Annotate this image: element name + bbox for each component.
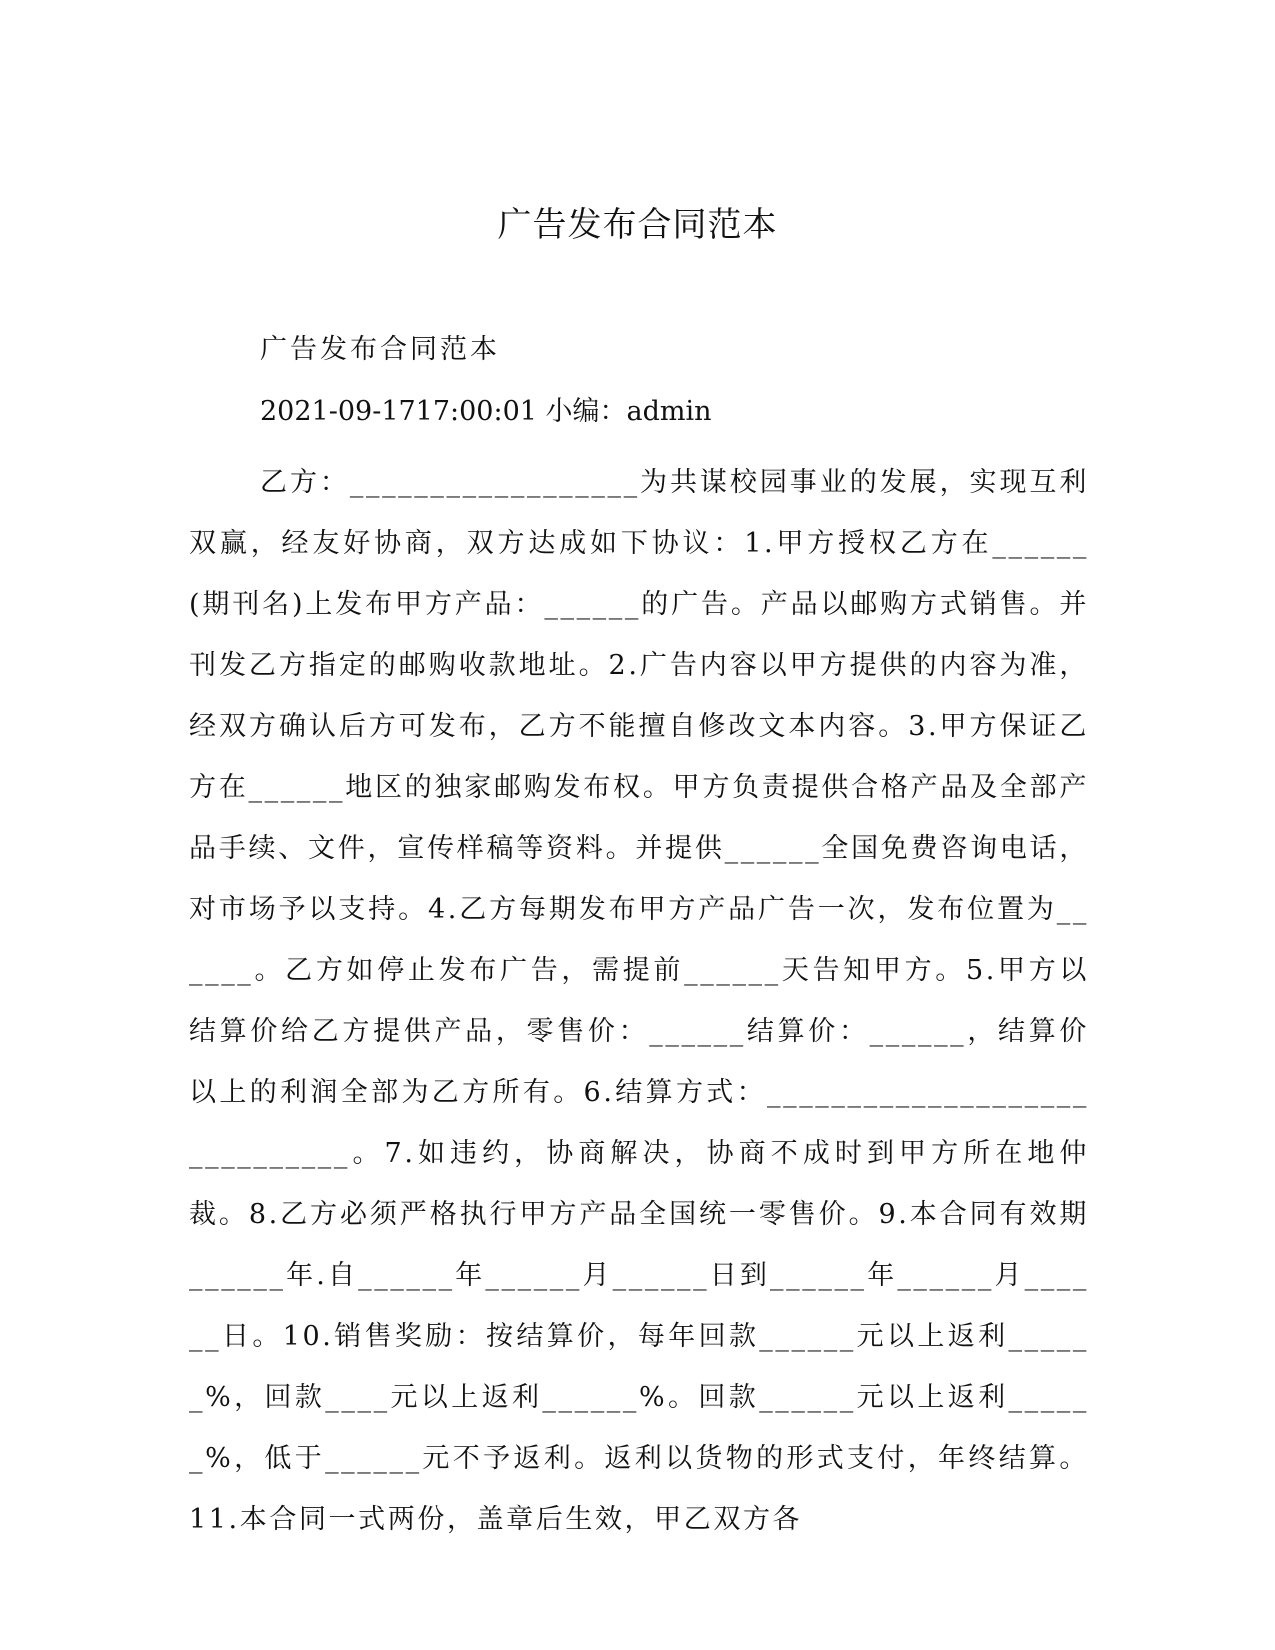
document-title: 广告发布合同范本	[497, 205, 778, 245]
contract-body: 乙方：__________________为共谋校园事业的发展，实现互利双赢，经友好协商，双方达成如下协议：1.甲方授权乙方在______(期刊名)上发布甲方产品：______的广告。产品以邮购方式销售。并刊发乙方指定的邮购收款地址。2.广告内容以甲方提供的内容为准，经双方确认后方可发布，乙方不能擅自修改文本内容。3.甲方保证乙方在______地区的独家邮购发布权。甲方负责提供合格产品及全部产品手续、文件，宣传样稿等资料。并提供______全国免费咨询电话，对市场予以支持。4.乙方每期发布甲方产品广告一次，发布位置为______。乙方如停止发布广告，需提前______天告知甲方。5.甲方以结算价给乙方提供产品，零售价：______结算价：______，结算价以上的利润全部为乙方所有。6.结算方式：______________________________。7.如违约，协商解决，协商不成时到甲方所在地仲裁。8.乙方必须严格执行甲方产品全国统一零售价。9.本合同有效期______年.自______年______月______日到______年______月______日。10.销售奖励：按结算价，每年回款______元以上返利______%，回款____元以上返利______%。回款______元以上返利______%，低于______元不予返利。返利以货物的形式支付，年终结算。11.本合同一式两份，盖章后生效，甲乙双方各	[189, 467, 1089, 1535]
publish-meta: 2021-09-1717:00:01 小编：admin	[260, 396, 712, 427]
document-subtitle: 广告发布合同范本	[260, 334, 500, 365]
